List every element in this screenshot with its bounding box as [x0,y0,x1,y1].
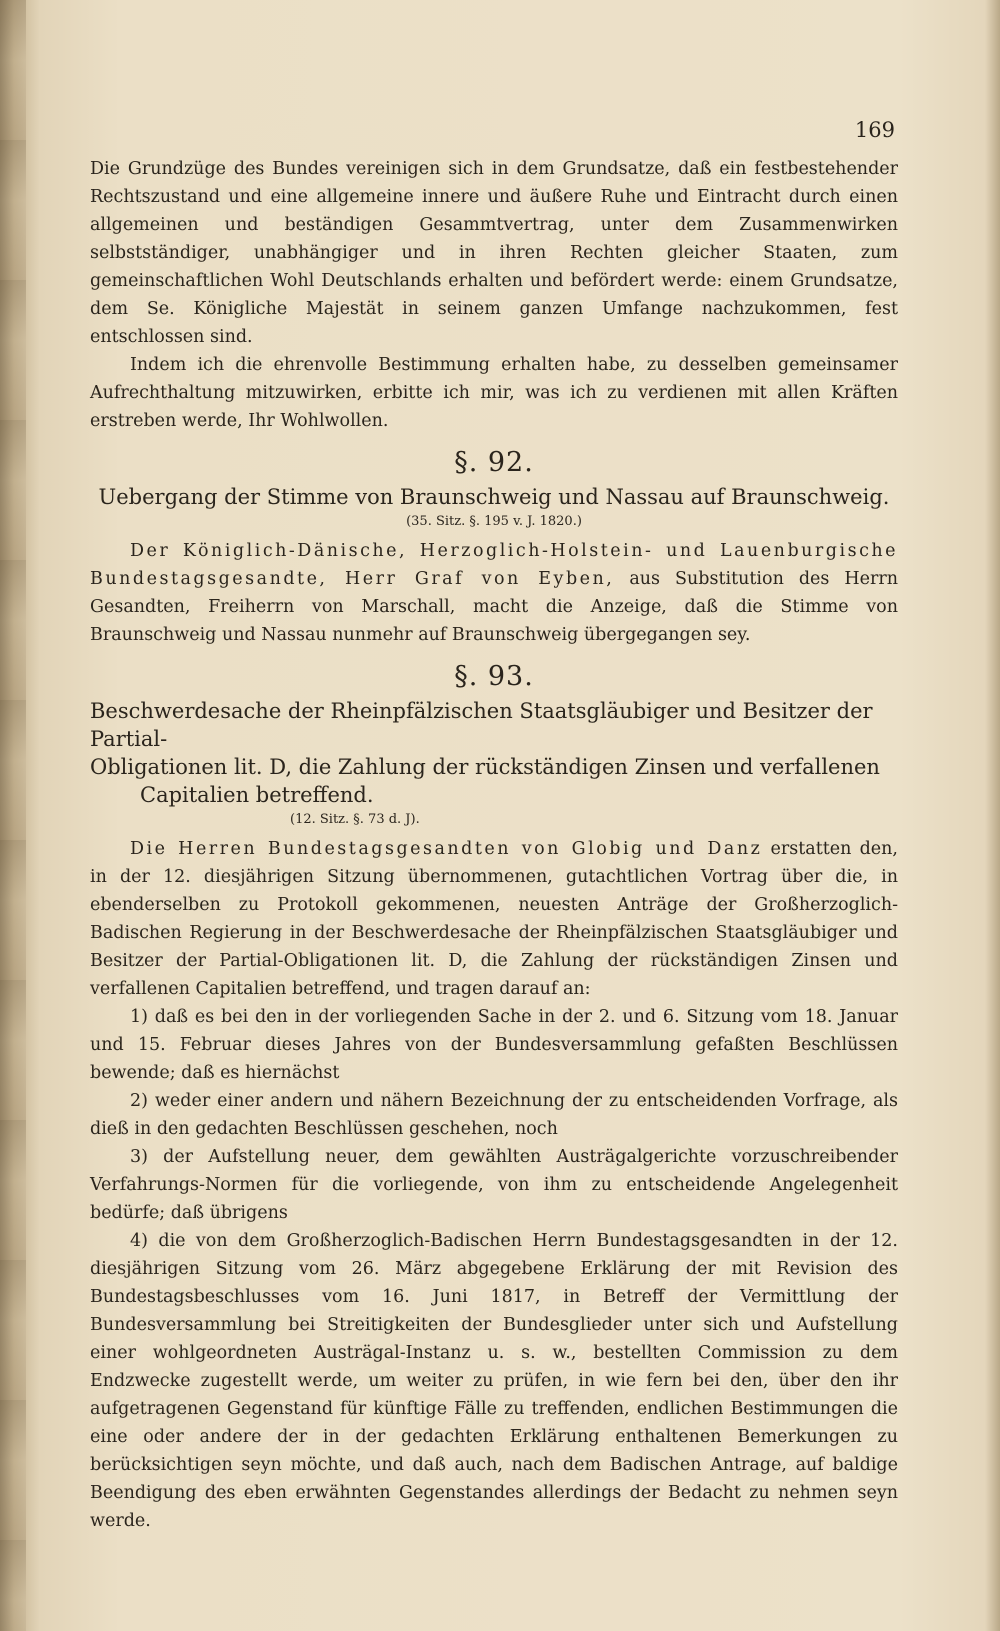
section-title-92: Uebergang der Stimme von Braunschweig und Nassau auf Braunschweig. [98,485,890,509]
section-title-93-line-2: Obligationen lit. D, die Zahlung der rückständigen Zinsen und verfallenen [90,755,880,779]
page-edge-shadow [0,0,26,1631]
section-number-93: §. 93. [454,661,534,692]
list-item: 3) der Aufstellung neuer, dem gewählten Austrägalgerichte vorzuschreibender Verfahrungs-Normen für die vorliegende, von ihm zu entscheidende Angelegenheit bedürfe; daß übrigens [90,1147,898,1223]
page-number: 169 [854,118,895,142]
section-reference-92: (35. Sitz. §. 195 v. J. 1820.) [406,514,582,529]
section-paragraph-93 [90,835,898,1003]
section-title-93-line-3: Capitalien betreffend. [140,783,374,807]
section-reference-93: (12. Sitz. §. 73 d. J). [290,812,420,827]
intro-paragraph: Indem ich die ehrenvolle Bestimmung erhalten habe, zu desselben gemeinsamer Aufrechthaltung mitzuwirken, erbitte ich mir, was ich zu verdienen mit allen Kräften erstreben werde, Ihr Wohlwollen. [90,355,898,431]
section-number-92: §. 92. [454,447,534,478]
section-title-93-line-1: Beschwerdesache der Rheinpfälzischen Staatsgläubiger und Besitzer der Partial- [90,699,873,751]
section-lead-92: Der Königlich-Dänische, Herzoglich-Holstein- und Lauenburgische Bundestagsgesandte, Herr Graf von Eyben, [90,541,898,589]
page-body [90,155,898,1535]
section-lead-93: Die Herren Bundestagsgesandten von Globig und Danz [130,839,763,859]
section-paragraph-92 [90,537,898,649]
list-item: 1) daß es bei den in der vorliegenden Sache in der 2. und 6. Sitzung vom 18. Januar und 15. Februar dieses Jahres von der Bundesversammlung gefaßten Beschlüssen bewende; daß es hiernächst [90,1007,898,1083]
section-body-93: erstatten den, in der 12. diesjährigen Sitzung übernommenen, gutachtlichen Vortrag über die, in ebenderselben zu Protokoll gekommenen, neuesten Anträge der Großherzoglich-Badischen Regierung in der Beschwerdesache der Rheinpfälzischen Staatsgläubiger und Besitzer der Partial-Obligationen lit. D, die Zahlung der rückständigen Zinsen und verfallenen Capitalien betreffend, und tragen darauf an: [90,839,898,999]
list-item: 4) die von dem Großherzoglich-Badischen Herrn Bundestagsgesandten in der 12. diesjährigen Sitzung vom 26. März abgegebene Erklärung der mit Revision des Bundestagsbeschlusses vom 16. Juni 1817, in Betreff der Vermittlung der Bundesversammlung bei Streitigkeiten der Bundesglieder unter sich und Aufstellung einer wohlgeordneten Austrägal-Instanz u. s. w., bestellten Commission zu dem Endzwecke zugestellt werde, um weiter zu prüfen, in wie fern bei den, über den ihr aufgetragenen Gegenstand für künftige Fälle zu treffenden, endlichen Bestimmungen die eine oder andere der in der gedachten Erklärung enthaltenen Bemerkungen zu berücksichtigen seyn möchte, und daß auch, nach dem Badischen Antrage, auf baldige Beendigung des eben erwähnten Gegenstandes allerdings der Bedacht zu nehmen seyn werde. [90,1231,898,1531]
section-body-92: aus Substitution des Herrn Gesandten, Freiherrn von Marschall, macht die Anzeige, daß die Stimme von Braunschweig und Nassau nunmehr auf Braunschweig übergegangen sey. [90,569,898,645]
list-item: 2) weder einer andern und nähern Bezeichnung der zu entscheidenden Vorfrage, als dieß in den gedachten Beschlüssen geschehen, noch [90,1091,898,1139]
intro-paragraph: Die Grundzüge des Bundes vereinigen sich in dem Grundsatze, daß ein festbestehender Rechtszustand und eine allgemeine innere und äußere Ruhe und Eintracht durch einen allgemeinen und beständigen Gesammtvertrag, unter dem Zusammenwirken selbstständiger, unabhängiger und in ihren Rechten gleicher Staaten, zum gemeinschaftlichen Wohl Deutschlands erhalten und befördert werde: einem Grundsatze, dem Se. Königliche Majestät in seinem ganzen Umfange nachzukommen, fest entschlossen sind. [90,159,898,347]
